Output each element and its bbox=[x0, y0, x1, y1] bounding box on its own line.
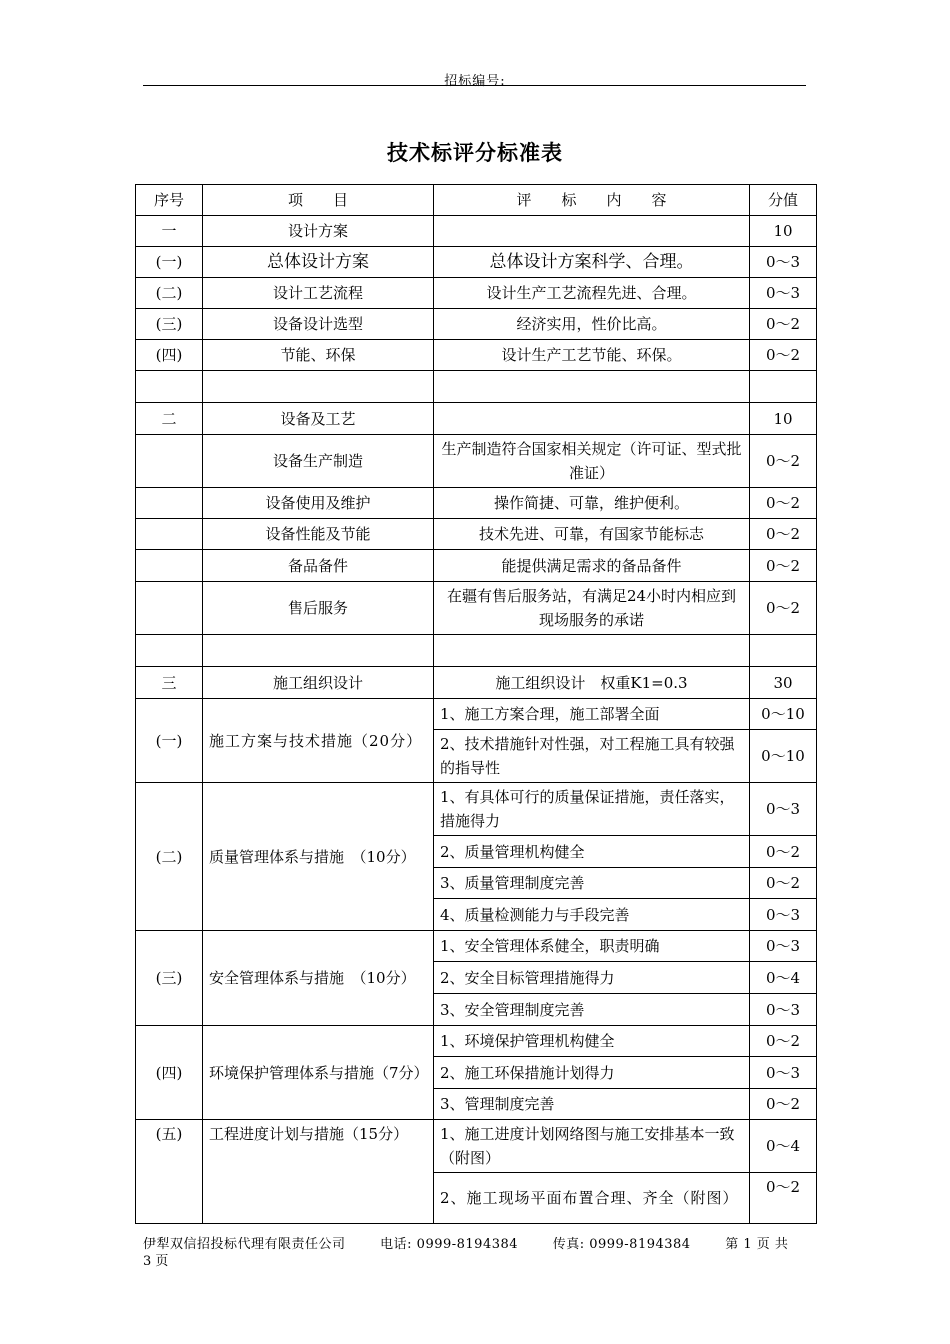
group-no: (一) bbox=[136, 699, 203, 783]
row-score: 0～2 bbox=[750, 582, 817, 635]
row-score: 30 bbox=[750, 667, 817, 699]
footer bbox=[143, 1233, 788, 1252]
row-content: 2、安全目标管理措施得力 bbox=[434, 962, 750, 994]
empty-cell bbox=[434, 635, 750, 667]
empty-row bbox=[136, 635, 817, 667]
group-no: (四) bbox=[136, 1026, 203, 1120]
row-item: 设计方案 bbox=[203, 216, 434, 247]
row-score: 0～4 bbox=[750, 1120, 817, 1173]
row-score: 0～2 bbox=[750, 836, 817, 868]
empty-cell bbox=[434, 371, 750, 403]
row-score: 0～3 bbox=[750, 278, 817, 309]
table-row bbox=[136, 216, 817, 247]
row-content: 2、质量管理机构健全 bbox=[434, 836, 750, 868]
empty-cell bbox=[750, 635, 817, 667]
row-item: 设备生产制造 bbox=[203, 435, 434, 488]
row-no bbox=[136, 488, 203, 519]
row-score: 0～3 bbox=[750, 899, 817, 931]
group-no: (五) bbox=[136, 1120, 203, 1224]
group-item: 安全管理体系与措施 （10分） bbox=[203, 931, 434, 1026]
table-row bbox=[136, 699, 817, 730]
row-content: 1、环境保护管理机构健全 bbox=[434, 1026, 750, 1057]
row-content: 3、质量管理制度完善 bbox=[434, 868, 750, 899]
row-content: 2、施工现场平面布置合理、齐全（附图） bbox=[434, 1173, 750, 1224]
row-item: 节能、环保 bbox=[203, 340, 434, 371]
row-score: 10 bbox=[750, 403, 817, 435]
row-no: 二 bbox=[136, 403, 203, 435]
row-item: 设备性能及节能 bbox=[203, 519, 434, 550]
header-divider bbox=[143, 85, 806, 86]
row-content: 经济实用，性价比高。 bbox=[434, 309, 750, 340]
row-no bbox=[136, 435, 203, 488]
row-score: 0～3 bbox=[750, 1057, 817, 1089]
row-content: 3、管理制度完善 bbox=[434, 1089, 750, 1120]
row-content: 1、安全管理体系健全，职责明确 bbox=[434, 931, 750, 962]
row-no: 一 bbox=[136, 216, 203, 247]
group-item: 工程进度计划与措施（15分） bbox=[203, 1120, 434, 1224]
footer-fax: 传真: 0999-8194384 bbox=[552, 1237, 691, 1252]
row-score: 0～2 bbox=[750, 340, 817, 371]
row-score: 0～10 bbox=[750, 699, 817, 730]
row-content: 生产制造符合国家相关规定（许可证、型式批准证） bbox=[434, 435, 750, 488]
row-content: 总体设计方案科学、合理。 bbox=[434, 247, 750, 278]
row-content: 操作简捷、可靠，维护便利。 bbox=[434, 488, 750, 519]
row-content: 能提供满足需求的备品备件 bbox=[434, 550, 750, 582]
row-no bbox=[136, 550, 203, 582]
row-score: 0～10 bbox=[750, 730, 817, 783]
table-row bbox=[136, 1026, 817, 1057]
row-score: 0～2 bbox=[750, 1173, 817, 1224]
row-no bbox=[136, 582, 203, 635]
group-item: 施工方案与技术措施（20分） bbox=[203, 699, 434, 783]
row-content bbox=[434, 216, 750, 247]
table-row bbox=[136, 931, 817, 962]
row-content: 2、施工环保措施计划得力 bbox=[434, 1057, 750, 1089]
empty-cell bbox=[750, 371, 817, 403]
row-no: (二) bbox=[136, 278, 203, 309]
table-row bbox=[136, 247, 817, 278]
row-score: 0～2 bbox=[750, 1089, 817, 1120]
row-score: 0～2 bbox=[750, 435, 817, 488]
row-score: 0～2 bbox=[750, 1026, 817, 1057]
table-row bbox=[136, 403, 817, 435]
table-row bbox=[136, 519, 817, 550]
row-content: 设计生产工艺节能、环保。 bbox=[434, 340, 750, 371]
footer-company: 伊犁双信招投标代理有限责任公司 bbox=[143, 1237, 346, 1252]
row-content: 在疆有售后服务站，有满足24小时内相应到现场服务的承诺 bbox=[434, 582, 750, 635]
table-row bbox=[136, 340, 817, 371]
scoring-table bbox=[135, 184, 817, 1224]
group-no: (二) bbox=[136, 783, 203, 931]
header-tender-number: 招标编号: bbox=[444, 74, 506, 89]
row-item: 备品备件 bbox=[203, 550, 434, 582]
table-row bbox=[136, 309, 817, 340]
row-no: 三 bbox=[136, 667, 203, 699]
document-title: 技术标评分标准表 bbox=[387, 140, 563, 165]
row-content: 3、安全管理制度完善 bbox=[434, 994, 750, 1026]
footer-page: 第 1 页 共 bbox=[725, 1237, 789, 1252]
row-score: 0～2 bbox=[750, 488, 817, 519]
col-header-score: 分值 bbox=[750, 185, 817, 216]
row-content: 技术先进、可靠，有国家节能标志 bbox=[434, 519, 750, 550]
row-score: 0～3 bbox=[750, 247, 817, 278]
row-score: 0～2 bbox=[750, 550, 817, 582]
row-item: 设计工艺流程 bbox=[203, 278, 434, 309]
group-no: (三) bbox=[136, 931, 203, 1026]
empty-row bbox=[136, 371, 817, 403]
row-content: 施工组织设计 权重K1=0.3 bbox=[434, 667, 750, 699]
col-header-item: 项 目 bbox=[203, 185, 434, 216]
empty-cell bbox=[203, 371, 434, 403]
row-content: 2、技术措施针对性强，对工程施工具有较强的指导性 bbox=[434, 730, 750, 783]
row-score: 0～3 bbox=[750, 994, 817, 1026]
table-row bbox=[136, 783, 817, 836]
table-row bbox=[136, 582, 817, 635]
row-item: 施工组织设计 bbox=[203, 667, 434, 699]
empty-cell bbox=[203, 635, 434, 667]
row-content: 4、质量检测能力与手段完善 bbox=[434, 899, 750, 931]
table-row bbox=[136, 667, 817, 699]
row-no: (四) bbox=[136, 340, 203, 371]
row-score: 0～4 bbox=[750, 962, 817, 994]
table-row bbox=[136, 550, 817, 582]
row-content: 1、施工进度计划网络图与施工安排基本一致（附图） bbox=[434, 1120, 750, 1173]
row-item: 售后服务 bbox=[203, 582, 434, 635]
table-header-row bbox=[136, 185, 817, 216]
footer-page-total: 3 页 bbox=[143, 1254, 169, 1269]
table-row bbox=[136, 435, 817, 488]
row-content: 1、施工方案合理，施工部署全面 bbox=[434, 699, 750, 730]
row-score: 10 bbox=[750, 216, 817, 247]
empty-cell bbox=[136, 371, 203, 403]
row-item: 设备及工艺 bbox=[203, 403, 434, 435]
row-item: 总体设计方案 bbox=[203, 247, 434, 278]
group-item: 质量管理体系与措施 （10分） bbox=[203, 783, 434, 931]
row-content: 设计生产工艺流程先进、合理。 bbox=[434, 278, 750, 309]
row-no: (一) bbox=[136, 247, 203, 278]
table-row bbox=[136, 1120, 817, 1173]
table-row bbox=[136, 278, 817, 309]
row-score: 0～3 bbox=[750, 783, 817, 836]
table-row bbox=[136, 488, 817, 519]
col-header-content: 评 标 内 容 bbox=[434, 185, 750, 216]
empty-cell bbox=[136, 635, 203, 667]
group-item: 环境保护管理体系与措施（7分） bbox=[203, 1026, 434, 1120]
row-score: 0～2 bbox=[750, 868, 817, 899]
row-content bbox=[434, 403, 750, 435]
row-item: 设备设计选型 bbox=[203, 309, 434, 340]
row-no: (三) bbox=[136, 309, 203, 340]
row-score: 0～2 bbox=[750, 519, 817, 550]
col-header-no: 序号 bbox=[136, 185, 203, 216]
row-no bbox=[136, 519, 203, 550]
row-content: 1、有具体可行的质量保证措施，责任落实，措施得力 bbox=[434, 783, 750, 836]
row-score: 0～3 bbox=[750, 931, 817, 962]
row-score: 0～2 bbox=[750, 309, 817, 340]
row-item: 设备使用及维护 bbox=[203, 488, 434, 519]
footer-phone: 电话: 0999-8194384 bbox=[380, 1237, 519, 1252]
